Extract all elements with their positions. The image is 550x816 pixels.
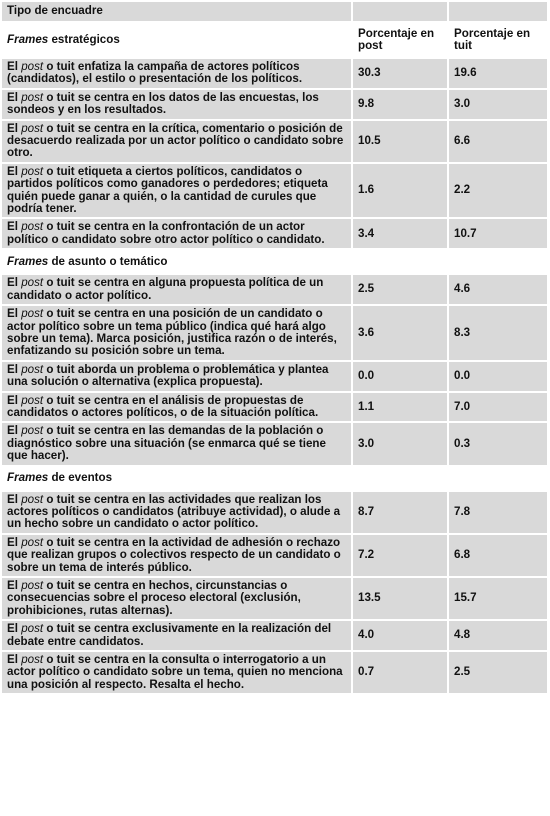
table-row <box>2 422 548 465</box>
description-text: o tuit se centra en la confrontación de un actor político o candidato sobre otro actor político o candidato. <box>7 220 325 246</box>
description-prefix: El <box>7 424 22 438</box>
description-keyword: post <box>21 164 44 178</box>
description-prefix: El <box>7 535 22 549</box>
description-keyword: post <box>21 121 44 135</box>
frame-description <box>2 392 352 423</box>
section-label <box>2 466 352 491</box>
value-tuit: 3.0 <box>448 89 548 120</box>
description-prefix: El <box>7 653 22 667</box>
section-cell-tuit <box>448 249 548 274</box>
description-prefix: El <box>7 121 22 135</box>
section-label-rest: de asunto o temático <box>48 254 168 268</box>
description-text: o tuit se centra en los datos de las encuestas, los sondeos y en los resultados. <box>7 90 319 117</box>
table-row <box>2 163 548 219</box>
table-row <box>2 218 548 249</box>
description-text: o tuit se centra en la consulta o interrogatorio a un actor político o candidato sobre un tema, quien no menciona una posición al respecto. Resalta el hecho. <box>7 653 343 691</box>
frame-description <box>2 651 352 694</box>
value-tuit: 6.6 <box>448 120 548 163</box>
section-row <box>2 22 548 58</box>
value-post: 2.5 <box>352 274 448 305</box>
section-label-rest: estratégicos <box>48 32 120 46</box>
header-tuit: Porcentaje en tuit <box>448 22 548 58</box>
description-text: o tuit se centra en alguna propuesta política de un candidato o actor político. <box>7 276 324 302</box>
table-row <box>2 120 548 163</box>
description-keyword: post <box>21 276 44 290</box>
frame-description <box>2 218 352 249</box>
description-text: o tuit se centra en la crítica, comentario o posición de desacuerdo realizada por un actor político o candidato sobre otro. <box>7 121 344 160</box>
value-tuit: 8.3 <box>448 305 548 361</box>
value-post: 1.1 <box>352 392 448 423</box>
description-prefix: El <box>7 307 22 321</box>
description-prefix: El <box>7 164 22 178</box>
value-post: 3.4 <box>352 218 448 249</box>
table-row <box>2 392 548 423</box>
table-row <box>2 651 548 694</box>
table-row <box>2 491 548 534</box>
description-prefix: El <box>7 220 22 234</box>
description-prefix: El <box>7 393 22 407</box>
description-keyword: post <box>21 653 44 667</box>
description-keyword: post <box>21 60 44 73</box>
value-post: 30.3 <box>352 58 448 89</box>
description-keyword: post <box>21 362 44 376</box>
value-post: 3.0 <box>352 422 448 465</box>
frame-description <box>2 491 352 534</box>
value-post: 0.7 <box>352 651 448 694</box>
value-tuit: 4.6 <box>448 274 548 305</box>
value-tuit: 0.0 <box>448 361 548 392</box>
frame-description <box>2 305 352 361</box>
description-keyword: post <box>21 424 44 438</box>
table-row <box>2 577 548 620</box>
description-text: o tuit se centra en hechos, circunstancias o consecuencias sobre el proceso electoral (exclusión, prohibiciones, rutas alternas). <box>7 579 301 617</box>
description-prefix: El <box>7 60 22 73</box>
description-keyword: post <box>21 622 44 636</box>
value-tuit: 7.8 <box>448 491 548 534</box>
value-tuit: 10.7 <box>448 218 548 249</box>
frame-description <box>2 163 352 219</box>
value-tuit: 2.2 <box>448 163 548 219</box>
description-text: o tuit se centra en la actividad de adhesión o rechazo que realizan grupos o colectivos respecto de un candidato o sobre un tema de interés público. <box>7 535 341 574</box>
description-prefix: El <box>7 90 22 104</box>
description-keyword: post <box>21 492 44 506</box>
value-post: 13.5 <box>352 577 448 620</box>
table-title-spacer-tuit <box>448 2 548 22</box>
section-label <box>2 249 352 274</box>
frame-description <box>2 422 352 465</box>
description-keyword: post <box>21 220 44 234</box>
frame-description <box>2 361 352 392</box>
description-keyword: post <box>21 393 44 407</box>
section-cell-tuit <box>448 466 548 491</box>
table-title: Tipo de encuadre <box>2 2 352 22</box>
value-post: 4.0 <box>352 620 448 651</box>
description-keyword: post <box>21 90 44 104</box>
description-text: o tuit se centra en las demandas de la población o diagnóstico sobre una situación (se enmarca qué se tiene que hacer). <box>7 424 326 463</box>
frame-description <box>2 89 352 120</box>
header-post: Porcentaje en post <box>352 22 448 58</box>
value-post: 1.6 <box>352 163 448 219</box>
section-cell-post <box>352 249 448 274</box>
description-text: o tuit etiqueta a ciertos políticos, candidatos o partidos políticos como ganadores o perdedores; etiqueta quién puede ganar a quién, o la cantidad de curules que podría tener. <box>7 164 328 216</box>
value-tuit: 7.0 <box>448 392 548 423</box>
description-prefix: El <box>7 622 22 636</box>
value-tuit: 15.7 <box>448 577 548 620</box>
value-tuit: 4.8 <box>448 620 548 651</box>
table-title-row <box>2 2 548 22</box>
section-label-rest: de eventos <box>48 470 113 484</box>
description-prefix: El <box>7 492 22 506</box>
description-keyword: post <box>21 579 44 592</box>
frame-description <box>2 120 352 163</box>
frame-description <box>2 577 352 620</box>
table-row <box>2 534 548 577</box>
section-label-italic: Frames <box>7 254 49 268</box>
description-keyword: post <box>21 535 44 549</box>
description-prefix: El <box>7 276 22 290</box>
value-post: 3.6 <box>352 305 448 361</box>
table-title-spacer-post <box>352 2 448 22</box>
table-row <box>2 58 548 89</box>
value-tuit: 0.3 <box>448 422 548 465</box>
frames-table <box>2 2 549 695</box>
description-text: o tuit se centra en el análisis de propuestas de candidatos o actores políticos, o de la situación política. <box>7 393 319 419</box>
table-row <box>2 361 548 392</box>
frame-description <box>2 620 352 651</box>
table-row <box>2 89 548 120</box>
description-prefix: El <box>7 362 22 376</box>
description-text: o tuit enfatiza la campaña de actores políticos (candidatos), el estilo o presentación de los políticos. <box>7 60 303 86</box>
section-label <box>2 22 352 58</box>
description-text: o tuit se centra en las actividades que realizan los actores políticos o candidatos (atribuye actividad), o alude a un hecho sobre un candidato o actor político. <box>7 492 341 531</box>
section-row <box>2 249 548 274</box>
description-text: o tuit se centra exclusivamente en la realización del debate entre candidatos. <box>7 622 332 648</box>
description-prefix: El <box>7 579 22 592</box>
section-cell-post <box>352 466 448 491</box>
frame-description <box>2 58 352 89</box>
value-tuit: 19.6 <box>448 58 548 89</box>
description-text: o tuit aborda un problema o problemática y plantea una solución o alternativa (explica propuesta). <box>7 362 329 389</box>
section-row <box>2 466 548 491</box>
table-row <box>2 305 548 361</box>
table-row <box>2 274 548 305</box>
value-tuit: 2.5 <box>448 651 548 694</box>
table-row <box>2 620 548 651</box>
description-text: o tuit se centra en una posición de un candidato o actor político sobre un tema público (indica qué hará algo sobre un tema). Marca posición, justifica razón o de interés, enfatizando su posición sobre un tema. <box>7 307 337 358</box>
section-label-italic: Frames <box>7 470 49 484</box>
frames-table-body <box>2 2 548 694</box>
value-post: 0.0 <box>352 361 448 392</box>
section-label-italic: Frames <box>7 32 49 46</box>
frame-description <box>2 534 352 577</box>
value-post: 7.2 <box>352 534 448 577</box>
value-post: 9.8 <box>352 89 448 120</box>
frame-description <box>2 274 352 305</box>
description-keyword: post <box>21 307 44 321</box>
value-tuit: 6.8 <box>448 534 548 577</box>
value-post: 8.7 <box>352 491 448 534</box>
value-post: 10.5 <box>352 120 448 163</box>
